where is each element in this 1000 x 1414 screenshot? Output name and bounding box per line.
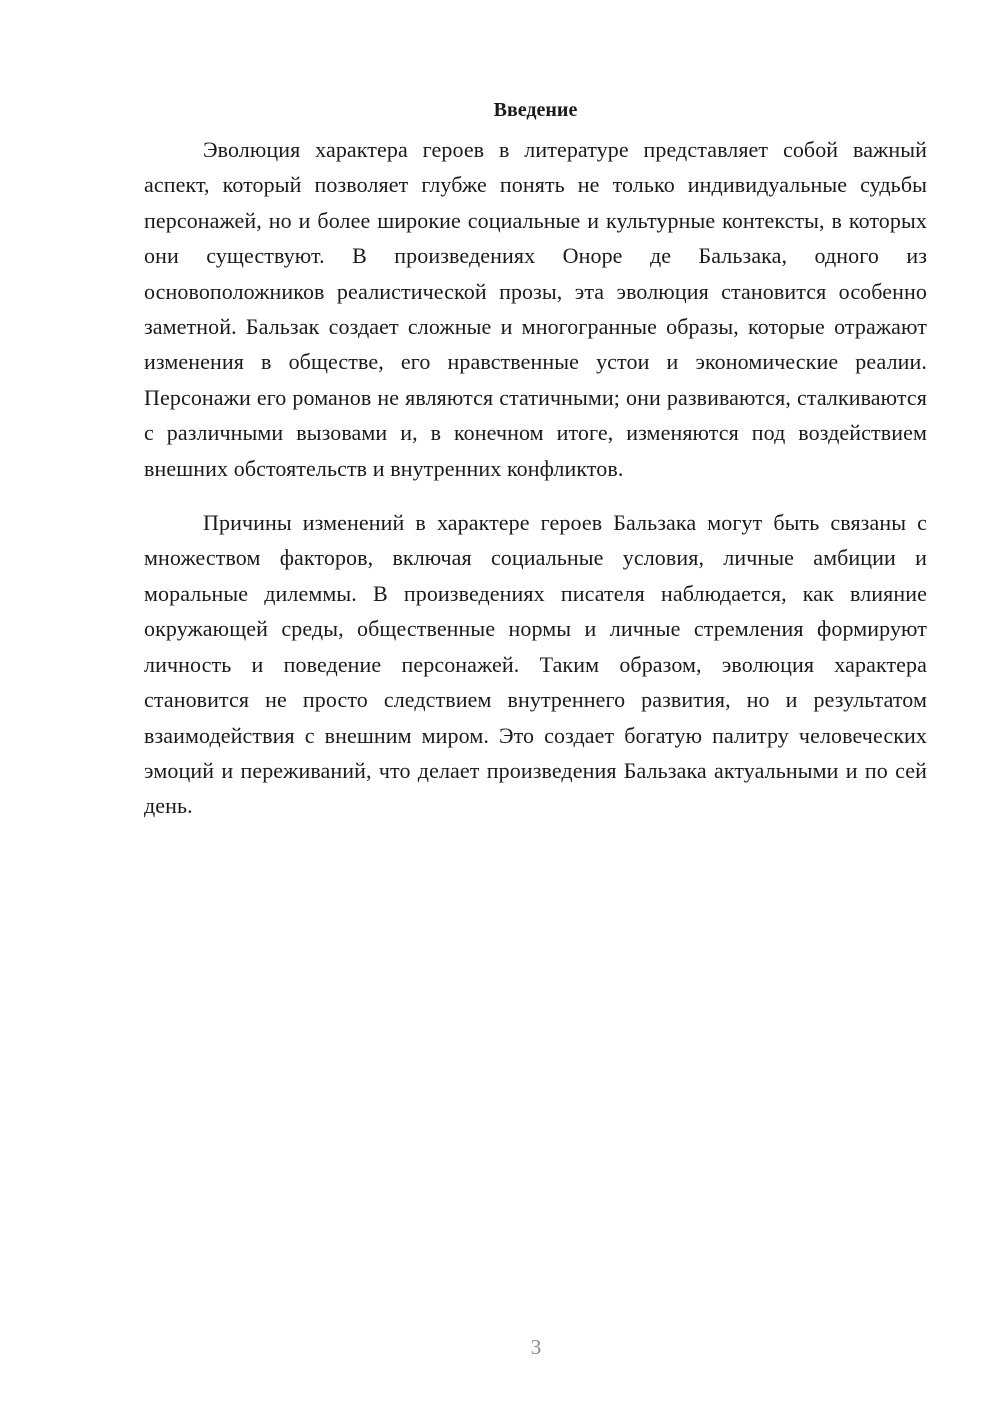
- section-title: Введение: [493, 99, 578, 121]
- paragraph-1: Эволюция характера героев в литературе представляет собой важный аспект, который позволяет глубже понять не только индивидуальные судьбы персонажей, но и более широкие социальные и культурные контексты, в которых они существуют. В произведениях Оноре де Бальзака, одного из основоположников реалистической прозы, эта эволюция становится особенно заметной. Бальзак создает сложные и многогранные образы, которые отражают изменения в обществе, его нравственные устои и экономические реалии. Персонажи его романов не являются статичными; они развиваются, сталкиваются с различными вызовами и, в конечном итоге, изменяются под воздействием внешних обстоятельств и внутренних конфликтов.: [144, 137, 927, 481]
- paragraph-2: Причины изменений в характере героев Бальзака могут быть связаны с множеством факторов, включая социальные условия, личные амбиции и моральные дилеммы. В произведениях писателя наблюдается, как влияние окружающей среды, общественные нормы и личные стремления формируют личность и поведение персонажей. Таким образом, эволюция характера становится не просто следствием внутреннего развития, но и результатом взаимодействия с внешним миром. Это создает богатую палитру человеческих эмоций и переживаний, что делает произведения Бальзака актуальными и по сей день.: [144, 510, 927, 819]
- page-content: [144, 96, 927, 824]
- page-number: 3: [530, 1335, 542, 1359]
